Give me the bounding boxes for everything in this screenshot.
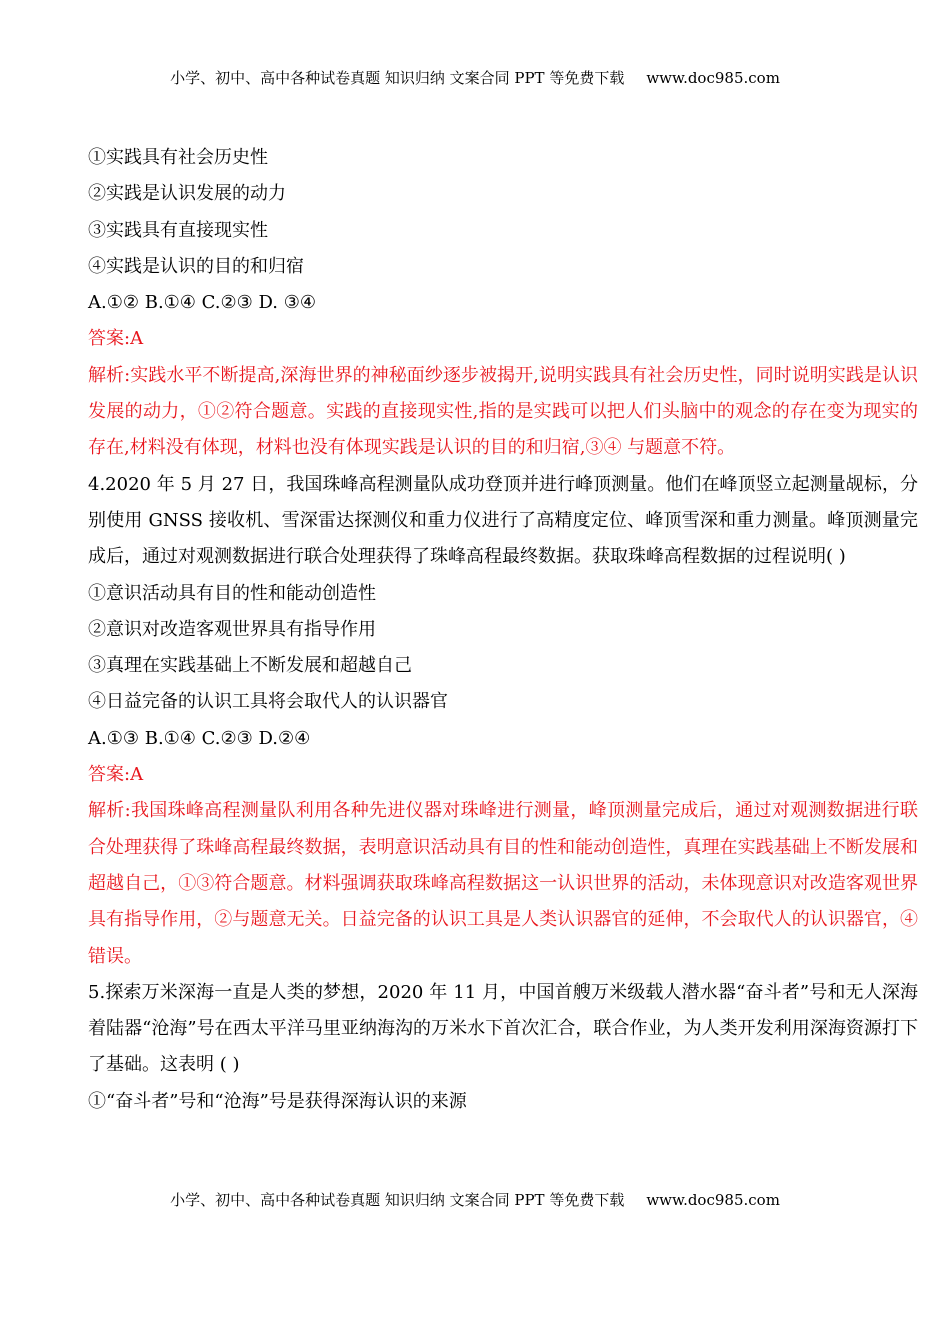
footer-site-link[interactable]: www.doc985.com	[646, 1191, 780, 1209]
q4-analysis: 解析:我国珠峰高程测量队利用各种先进仪器对珠峰进行测量，峰顶测量完成后，通过对观测数据进行联合处理获得了珠峰高程最终数据，表明意识活动具有目的性和能动创造性，真理在实践基础上不断发展和超越自己，①③符合题意。材料强调获取珠峰高程数据这一认识世界的活动，未体现意识对改造客观世界具有指导作用，②与题意无关。日益完备的认识工具是人类认识器官的延伸，不会取代人的认识器官，④错误。	[88, 800, 918, 967]
page-footer	[0, 1190, 950, 1210]
q3-option-2: ②实践是认识发展的动力	[88, 183, 286, 205]
q4-option-4: ④日益完备的认识工具将会取代人的认识器官	[88, 691, 448, 713]
q5-stem: 5.探索万米深海一直是人类的梦想，2020 年 11 月，中国首艘万米级载人潜水器“奋斗者”号和无人深海着陆器“沧海”号在西太平洋马里亚纳海沟的万米水下首次汇合，联合作业，为人类开发利用深海资源打下了基础。这表明 ( )	[88, 981, 918, 1076]
q3-analysis: 解析:实践水平不断提高,深海世界的神秘面纱逐步被揭开,说明实践具有社会历史性，同时说明实践是认识发展的动力，①②符合题意。实践的直接现实性,指的是实践可以把人们头脑中的观念的存在变为现实的存在,材料没有体现，材料也没有体现实践是认识的目的和归宿,③④ 与题意不符。	[88, 364, 918, 459]
q3-option-1: ①实践具有社会历史性	[88, 147, 268, 168]
q4-option-2: ②意识对改造客观世界具有指导作用	[88, 618, 376, 640]
page-header	[0, 68, 950, 88]
header-site-link[interactable]: www.doc985.com	[646, 69, 780, 87]
header-text: 小学、初中、高中各种试卷真题 知识归纳 文案合同 PPT 等免费下载	[170, 69, 625, 87]
q4-stem: 4.2020 年 5 月 27 日，我国珠峰高程测量队成功登顶并进行峰顶测量。他们在峰顶竖立起测量觇标，分别使用 GNSS 接收机、雪深雷达探测仪和重力仪进行了高精度定位、峰顶雪深和重力测量。峰顶测量完成后，通过对观测数据进行联合处理获得了珠峰高程最终数据。获取珠峰高程数据的过程说明( )	[88, 473, 918, 568]
q4-option-3: ③真理在实践基础上不断发展和超越自己	[88, 655, 412, 677]
q4-choices: A.①③ B.①④ C.②③ D.②④	[88, 727, 311, 749]
q5-option-1: ①“奋斗者”号和“沧海”号是获得深海认识的来源	[88, 1090, 467, 1112]
q3-option-4: ④实践是认识的目的和归宿	[88, 255, 304, 277]
q3-choices: A.①② B.①④ C.②③ D. ③④	[88, 292, 317, 314]
q3-answer: 答案:A	[88, 328, 144, 350]
footer-text: 小学、初中、高中各种试卷真题 知识归纳 文案合同 PPT 等免费下载	[170, 1191, 625, 1209]
q4-answer: 答案:A	[88, 764, 144, 786]
q4-option-1: ①意识活动具有目的性和能动创造性	[88, 582, 376, 604]
q3-option-3: ③实践具有直接现实性	[88, 219, 268, 241]
document-body	[88, 140, 918, 1120]
